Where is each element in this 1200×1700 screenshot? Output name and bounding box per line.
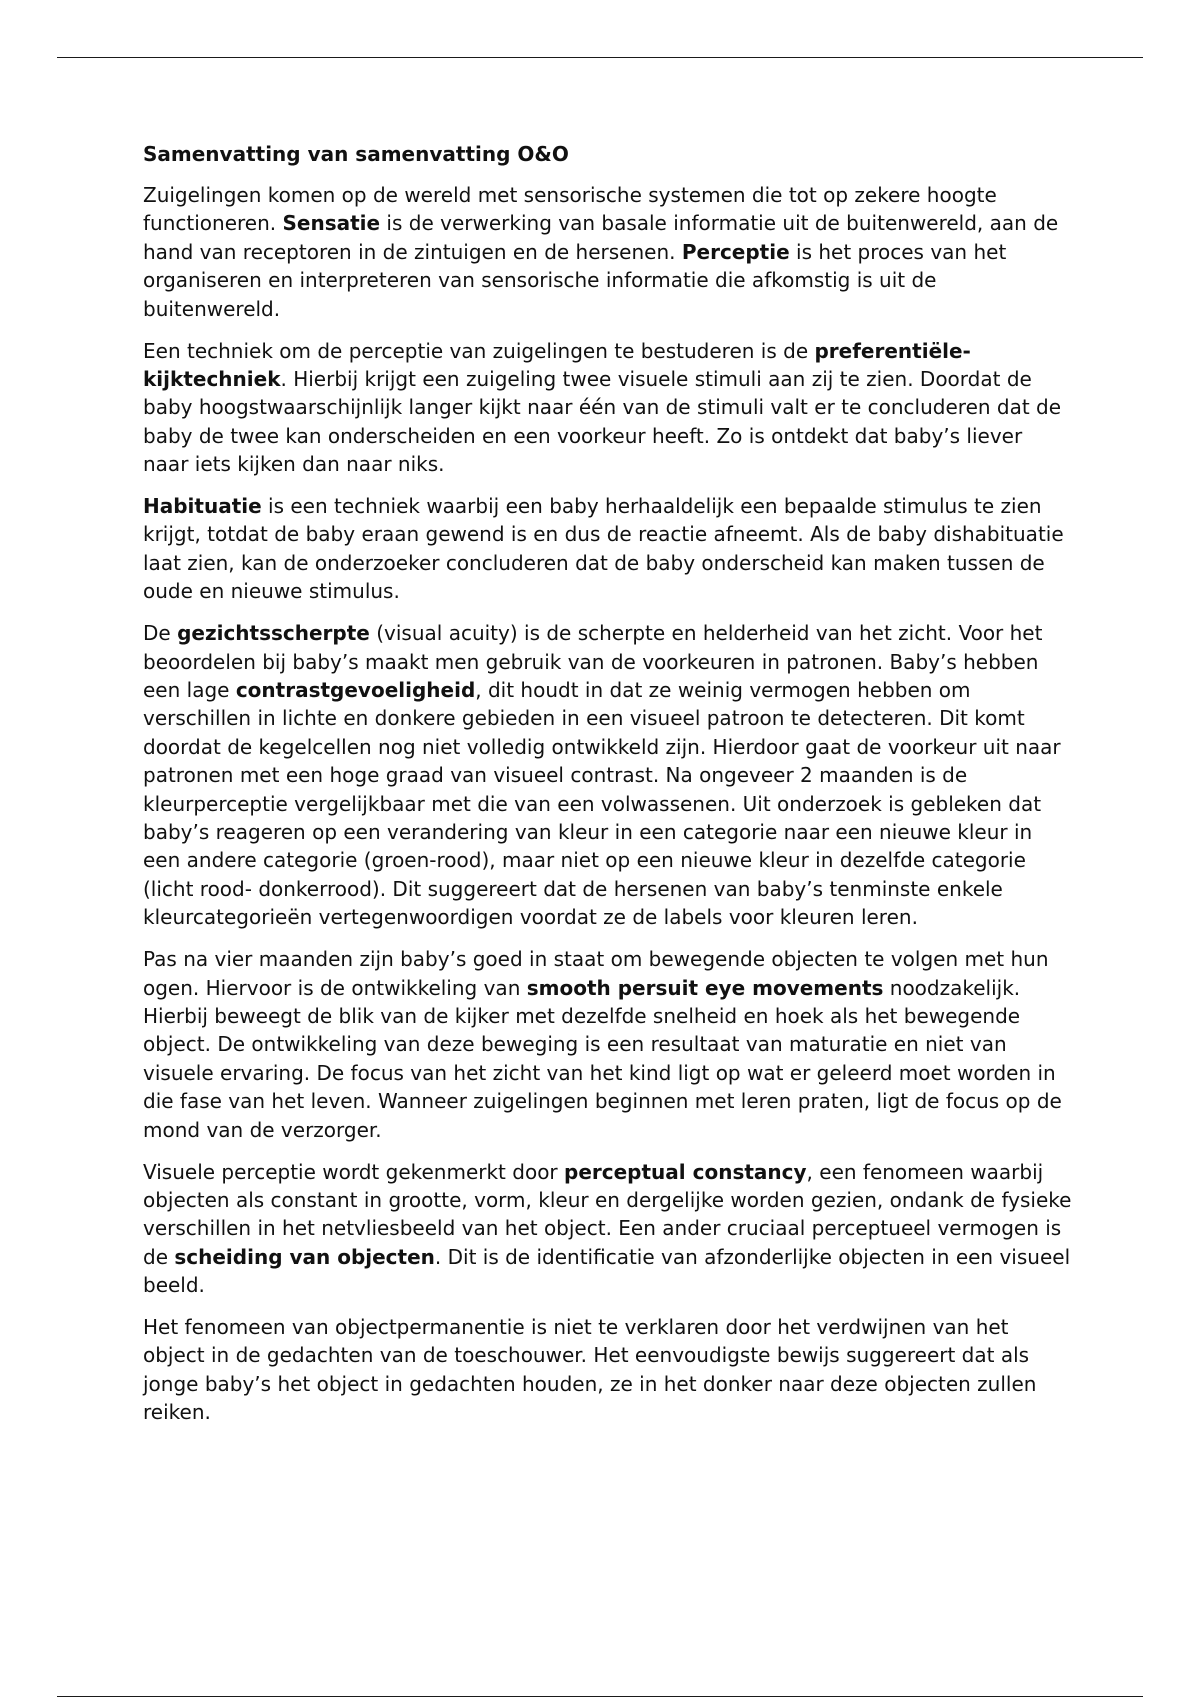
header-rule xyxy=(57,57,1143,58)
term-preferentiele-kijktechniek: preferentiële-kijktechniek xyxy=(143,338,971,391)
footer-rule xyxy=(57,1696,1143,1697)
term-sensatie: Sensatie xyxy=(282,211,381,236)
paragraph: Het fenomeen van objectpermanentie is niet te verklaren door het verdwijnen van het object in de gedachten van de toeschouwer. Het eenvoudigste bewijs suggereert dat als jonge baby’s het object in gedachten houden, ze in het donker naar deze objecten zullen reiken. xyxy=(143,1315,1037,1425)
paragraph: Visuele perceptie wordt gekenmerkt door perceptual constancy, een fenomeen waarbij objecten als constant in grootte, vorm, kleur en dergelijke worden gezien, ondank de fysieke verschillen in het netvliesbeeld van het object. Een ander cruciaal perceptueel vermogen is de scheiding van objecten. Dit is de identificatie van afzonderlijke objecten in een visueel beeld. xyxy=(143,1159,1072,1298)
paragraph: De gezichtsscherpte (visual acuity) is de scherpte en helderheid van het zicht. Voor het beoordelen bij baby’s maakt men gebruik van de voorkeuren in patronen. Baby’s hebben een lage contrastgevoeligheid, dit houdt in dat ze weinig vermogen hebben om verschillen in lichte en donkere gebieden in een visueel patroon te detecteren. Dit komt doordat de kegelcellen nog niet volledig ontwikkeld zijn. Hierdoor gaat de voorkeur uit naar patronen met een hoge graad van visueel contrast. Na ongeveer 2 maanden is de kleurperceptie vergelijkbaar met die van een volwassenen. Uit onderzoek is gebleken dat baby’s reageren op een verandering van kleur in een categorie naar een nieuwe kleur in een andere categorie (groen-rood), maar niet op een nieuwe kleur in dezelfde categorie (licht rood- donkerrood). Dit suggereert dat de hersenen van baby’s tenminste enkele kleurcategorieën vertegenwoordigen voordat ze de labels voor kleuren leren. xyxy=(143,621,1061,930)
paragraph: Pas na vier maanden zijn baby’s goed in staat om bewegende objecten te volgen met hun ogen. Hiervoor is de ontwikkeling van smooth persuit eye movements noodzakelijk. Hierbij beweegt de blik van de kijker met dezelfde snelheid en hoek als het bewegende object. De ontwikkeling van deze beweging is een resultaat van maturatie en niet van visuele ervaring. De focus van het zicht van het kind ligt op wat er geleerd moet worden in die fase van het leven. Wanneer zuigelingen beginnen met leren praten, ligt de focus op de mond van de verzorger. xyxy=(143,947,1062,1142)
paragraph: Een techniek om de perceptie van zuigelingen te bestuderen is de preferentiële-kijktechniek. Hierbij krijgt een zuigeling twee visuele stimuli aan zij te zien. Doordat de baby hoogstwaarschijnlijk langer kijkt naar één van de stimuli valt er te concluderen dat de baby de twee kan onderscheiden en een voorkeur heeft. Zo is ontdekt dat baby’s liever naar iets kijken dan naar niks. xyxy=(143,338,1062,477)
term-habituatie: Habituatie xyxy=(143,494,262,519)
paragraph: Habituatie is een techniek waarbij een baby herhaaldelijk een bepaalde stimulus te zien krijgt, totdat de baby eraan gewend is en dus de reactie afneemt. Als de baby dishabituatie laat zien, kan de onderzoeker concluderen dat de baby onderscheid kan maken tussen de oude en nieuwe stimulus. xyxy=(143,494,1064,604)
term-perceptual-constancy: perceptual constancy xyxy=(564,1159,807,1184)
paragraph: Zuigelingen komen op de wereld met sensorische systemen die tot op zekere hoogte functioneren. Sensatie is de verwerking van basale informatie uit de buitenwereld, aan de hand van receptoren in de zintuigen en de hersenen. Perceptie is het proces van het organiseren en interpreteren van sensorische informatie die afkomstig is uit de buitenwereld. xyxy=(143,183,1059,321)
term-perceptie: Perceptie xyxy=(681,239,790,264)
term-contrastgevoeligheid: contrastgevoeligheid xyxy=(235,678,476,702)
term-gezichtsscherpte: gezichtsscherpte xyxy=(177,621,370,646)
term-smooth-persuit: smooth persuit eye movements xyxy=(526,975,884,1000)
document-body xyxy=(143,140,1073,1440)
document-title: Samenvatting van samenvatting O&O xyxy=(143,142,569,166)
term-scheiding-van-objecten: scheiding van objecten xyxy=(174,1244,435,1269)
